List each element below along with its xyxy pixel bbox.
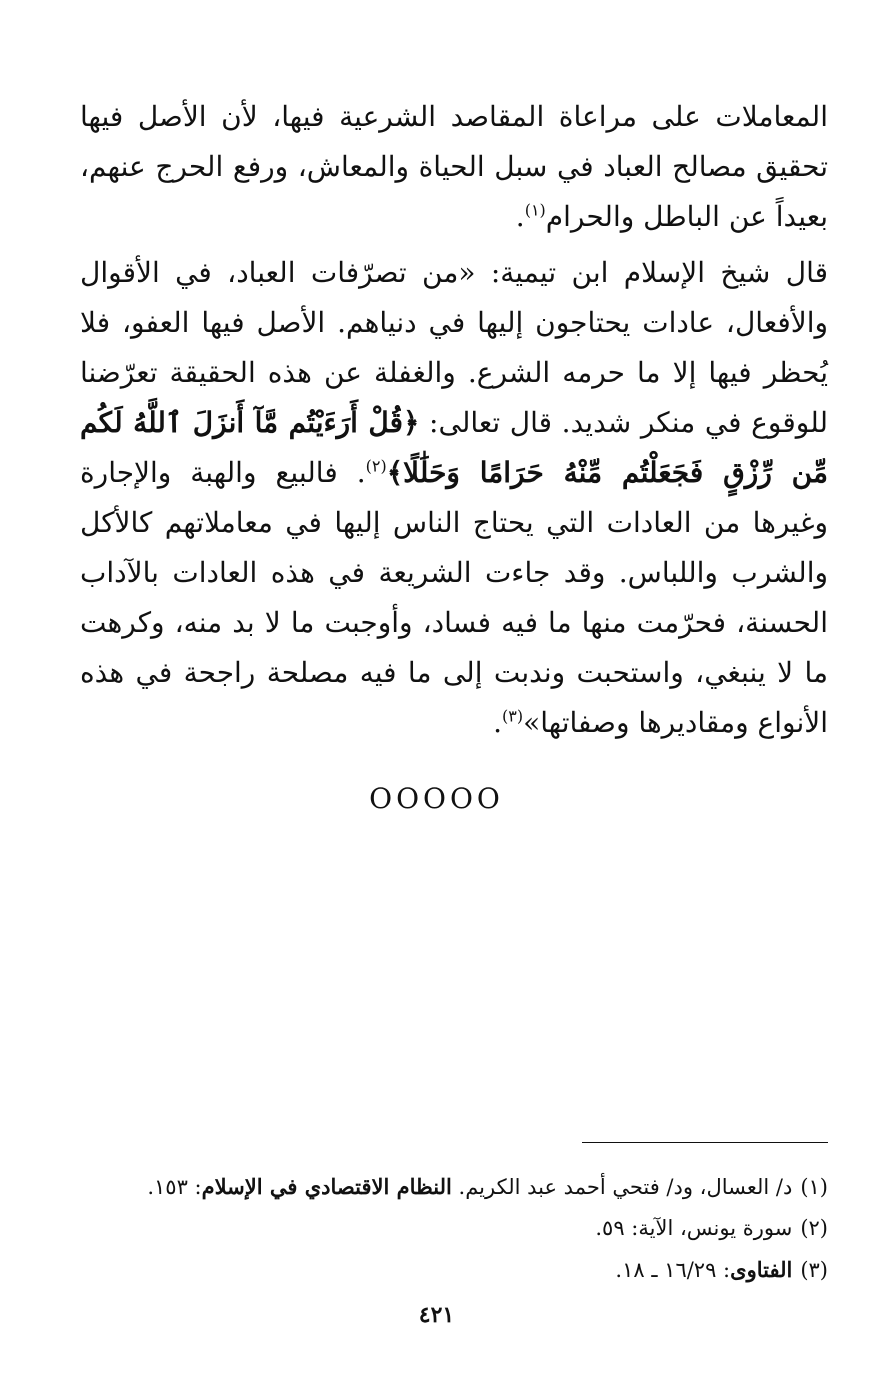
line-end: . — [493, 706, 503, 739]
paragraph-line: والأفعال، عادات يحتاجون إليها في دنياهم. الأصل فيها العفو، فلا — [80, 306, 828, 339]
footnote-number: (٣) — [800, 1258, 828, 1282]
paragraph-line: المعاملات على مراعاة المقاصد الشرعية فيها، لأن الأصل فيها — [80, 100, 828, 133]
paragraph-line — [80, 448, 828, 498]
footnote-number: (٢) — [800, 1216, 828, 1240]
paragraph-1 — [80, 92, 828, 242]
paragraph-line: قال شيخ الإسلام ابن تيمية: «من تصرّفات العباد، في الأقوال — [80, 256, 828, 289]
quran-verse-part-1: ﴿قُلْ أَرَءَيْتُم مَّآ أَنزَلَ ٱللَّهُ لَكُم — [80, 406, 420, 439]
paragraph-line: ما لا ينبغي، واستحبت وندبت إلى ما فيه مصلحة راجحة في هذه — [80, 656, 828, 689]
footnote-text: د/ العسال، ود/ فتحي أحمد عبد الكريم. — [458, 1175, 793, 1199]
page-number: ٤٢١ — [418, 1302, 455, 1328]
footnote-2 — [80, 1208, 828, 1249]
footnote-ref-3[interactable]: (٣) — [502, 706, 524, 726]
line-end: . — [515, 200, 525, 233]
section-separator: OOOOO — [369, 782, 504, 815]
footnote-book-title: الفتاوى — [730, 1257, 793, 1282]
paragraph-line — [80, 398, 828, 448]
footnote-text: سورة يونس، الآية: ٥٩. — [595, 1216, 793, 1240]
paragraph-line — [80, 698, 828, 748]
paragraph-line: تحقيق مصالح العباد في سبل الحياة والمعاش، ورفع الحرج عنهم، — [80, 150, 828, 183]
paragraph-line: والشرب واللباس. وقد جاءت الشريعة في هذه العادات بالآداب — [80, 556, 828, 589]
line-text: للوقوع في منكر شديد. قال تعالى: — [429, 406, 828, 439]
footnote-number: (١) — [800, 1175, 828, 1199]
line-text: بعيداً عن الباطل والحرام — [545, 200, 828, 233]
footnote-ref-1[interactable]: (١) — [524, 200, 546, 220]
footnote-divider — [582, 1142, 828, 1143]
footnote-book-title: النظام الاقتصادي في الإسلام — [201, 1174, 452, 1199]
footnote-3 — [80, 1249, 828, 1291]
paragraph-line: يُحظر فيها إلا ما حرمه الشرع. والغفلة عن هذه الحقيقة تعرّضنا — [80, 356, 828, 389]
paragraph-line — [80, 192, 828, 242]
paragraph-line: الحسنة، فحرّمت منها ما فيه فساد، وأوجبت ما لا بد منه، وكرهت — [80, 606, 828, 639]
footnote-page: : ١٥٣. — [147, 1175, 202, 1199]
paragraph-line: وغيرها من العادات التي يحتاج الناس إليها في معاملاتهم كالأكل — [80, 506, 828, 539]
footnotes — [80, 1166, 828, 1291]
line-text: الأنواع ومقاديرها وصفاتها» — [523, 706, 828, 739]
quran-verse-part-2: مِّن رِّزْقٍ فَجَعَلْتُم مِّنْهُ حَرَامًا وَحَلَٰلًا﴾ — [386, 456, 828, 489]
line-text: . فالبيع والهبة والإجارة — [80, 456, 366, 489]
paragraph-2 — [80, 248, 828, 748]
footnote-ref-2[interactable]: (٢) — [365, 456, 387, 476]
footnote-page: : ١٦/٢٩ ـ ١٨. — [615, 1258, 731, 1282]
footnote-1 — [80, 1166, 828, 1208]
